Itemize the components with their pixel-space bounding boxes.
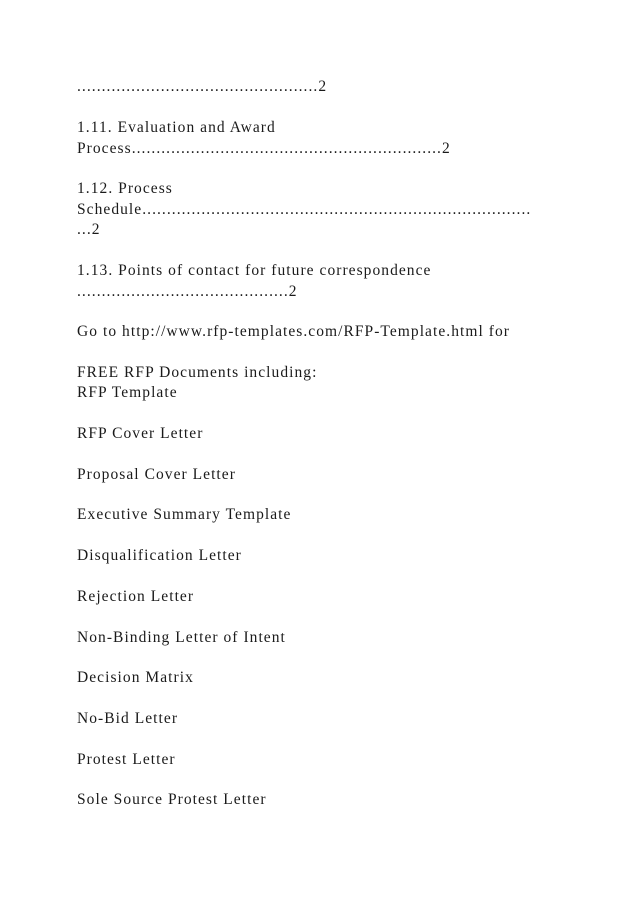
list-item-sole-source-protest-letter: Sole Source Protest Letter <box>77 791 267 808</box>
list-item-no-bid-letter: No-Bid Letter <box>77 710 179 727</box>
toc-item-1-12-title: 1.12. Process <box>77 180 173 197</box>
list-item-non-binding-letter-of-intent: Non-Binding Letter of Intent <box>77 629 286 646</box>
toc-item-1-13-title: 1.13. Points of contact for future correspondence <box>77 262 432 279</box>
list-item-disqualification-letter: Disqualification Letter <box>77 547 242 564</box>
list-item-executive-summary-template: Executive Summary Template <box>77 506 292 523</box>
toc-item-1-12-continuation: Schedule............................................................................... <box>77 201 532 218</box>
toc-item-1-11-continuation: Process...............................................................2 <box>77 140 451 157</box>
list-item-protest-letter: Protest Letter <box>77 751 176 768</box>
toc-item-1-13-continuation: ...........................................2 <box>77 283 298 300</box>
promo-go-to-text: Go to http://www.rfp-templates.com/RFP-Template.html for <box>77 323 510 340</box>
list-item-rfp-cover-letter: RFP Cover Letter <box>77 425 204 442</box>
list-item-rejection-letter: Rejection Letter <box>77 588 195 605</box>
list-item-rfp-template: RFP Template <box>77 384 178 401</box>
toc-item-1-11-title: 1.11. Evaluation and Award <box>77 119 276 136</box>
toc-item-1-12-page: ...2 <box>77 221 101 238</box>
list-item-proposal-cover-letter: Proposal Cover Letter <box>77 466 236 483</box>
promo-free-docs-heading: FREE RFP Documents including: <box>77 364 318 381</box>
list-item-decision-matrix: Decision Matrix <box>77 669 194 686</box>
toc-leader-previous-item: .................................................2 <box>77 78 328 95</box>
